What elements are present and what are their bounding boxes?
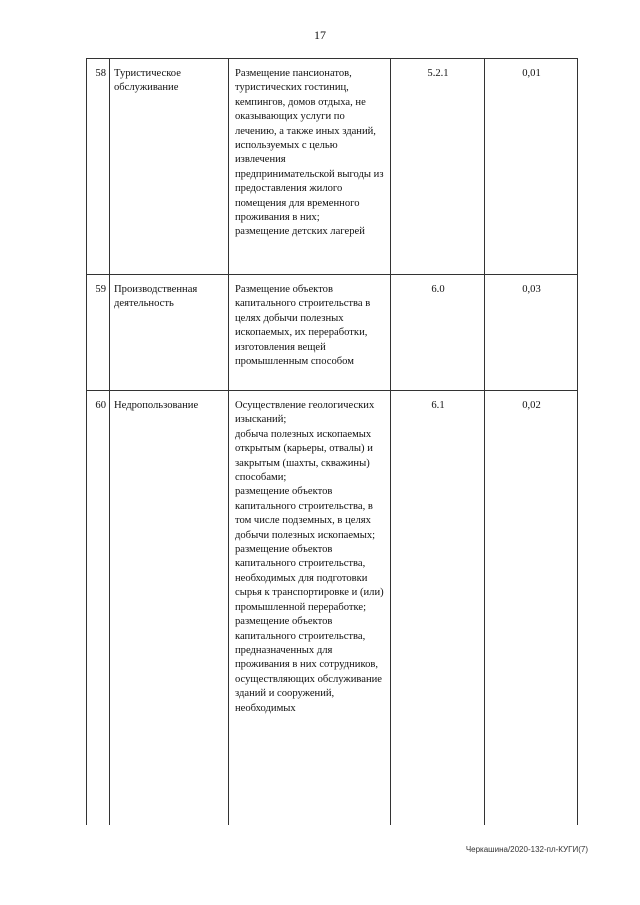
use-type-name: Недропользование [110,391,229,826]
coefficient-value: 0,03 [485,275,578,391]
use-type-description: Осуществление геологических изысканий; добыча полезных ископаемых открытым (карьеры, отвалы) и закрытым (шахты, скважины) способами; размещение объектов капитального строительства, в том числе подземных, в целях добычи полезных ископаемых; размещение объектов капитального строительства, необходимых для подготовки сырья к транспортировке и (или) промышленной переработке; размещение объектов капитального строительства, предназначенных для проживания в них сотрудников, осуществляющих обслуживание зданий и сооружений, необходимых [229,391,391,826]
use-type-code: 6.0 [391,275,485,391]
table-row [87,275,578,391]
coefficient-value: 0,01 [485,59,578,275]
use-type-code: 5.2.1 [391,59,485,275]
use-type-name: Туристическое обслуживание [110,59,229,275]
table-row [87,59,578,275]
row-number: 58 [87,59,110,275]
use-type-code: 6.1 [391,391,485,826]
use-type-name: Производственная деятельность [110,275,229,391]
coefficient-value: 0,02 [485,391,578,826]
row-number: 60 [87,391,110,826]
use-type-description: Размещение объектов капитального строительства в целях добычи полезных ископаемых, их переработки, изготовления вещей промышленным способом [229,275,391,391]
use-type-description: Размещение пансионатов, туристических гостиниц, кемпингов, домов отдыха, не оказывающих услуги по лечению, а также иных зданий, используемых с целью извлечения предпринимательской выгоды из предоставления жилого помещения для временного проживания в них; размещение детских лагерей [229,59,391,275]
land-use-table [86,58,578,825]
footer-reference: Черкашина/2020-132-пл-КУГИ(7) [465,845,588,854]
table-row [87,391,578,826]
page-number: 17 [314,28,326,42]
row-number: 59 [87,275,110,391]
